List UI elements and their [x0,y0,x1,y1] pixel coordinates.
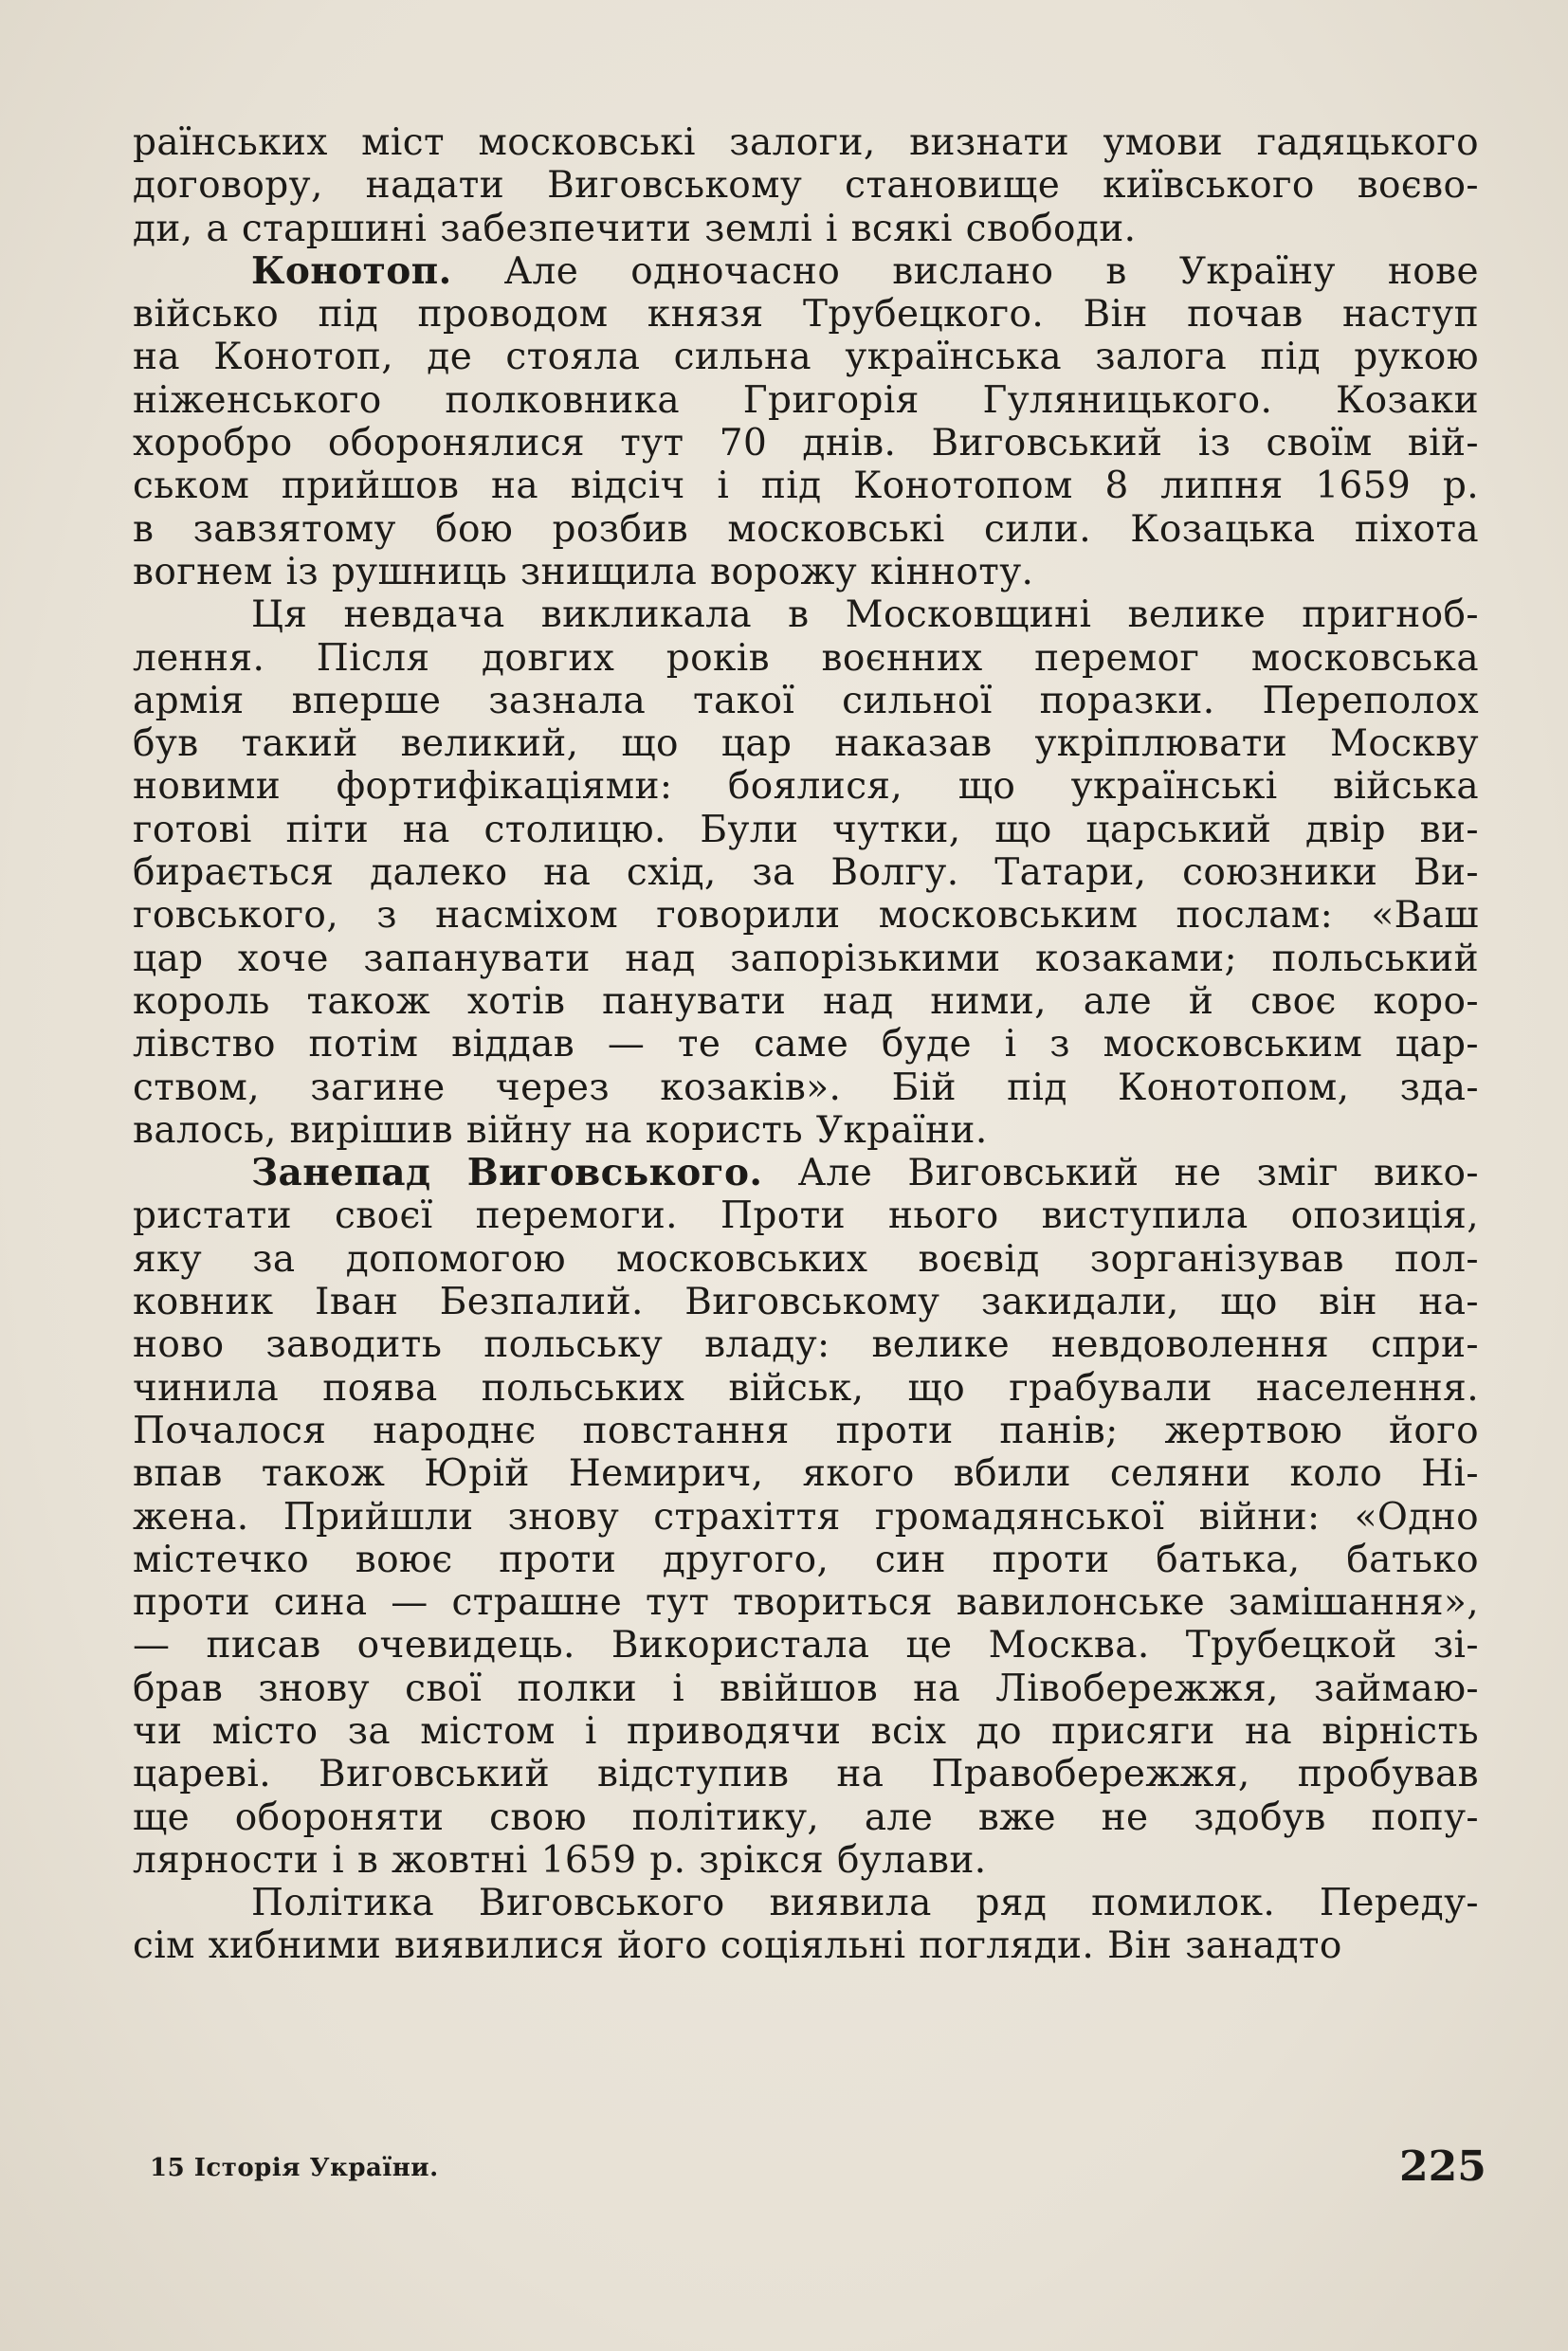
line-text: лення. Після довгих років воєнних перемог московська [133,636,1479,680]
text-line [133,593,1479,636]
text-line [133,1023,1479,1066]
line-text: говського, з насміхом говорили московським послам: «Ваш [133,894,1479,938]
section-heading: Занепад Виговського. [251,1151,763,1195]
text-line [133,293,1479,336]
text-line [133,508,1479,551]
line-text: Але Виговський не зміг вико- [762,1152,1479,1195]
line-text: містечко воює проти другого, син проти батька, батько [133,1538,1479,1581]
line-text: проти сина — страшне тут твориться вавилонське замішання», [133,1581,1479,1625]
text-line [133,809,1479,851]
line-text: лярности і в жовтні 1659 р. зрікся булави. [133,1838,987,1882]
text-line [133,765,1479,808]
text-line [133,722,1479,765]
text-line [133,379,1479,422]
text-line [133,1323,1479,1366]
line-text: був такий великий, що цар наказав укріплювати Москву [133,722,1479,766]
line-text: готові піти на столицю. Були чутки, що царський двір ви- [133,808,1479,851]
section-heading: Конотоп. [251,248,452,293]
text-line [133,637,1479,680]
text-line [133,680,1479,722]
text-line [133,1710,1479,1753]
text-line [133,250,1479,293]
text-line [133,1624,1479,1667]
line-text: вогнем із рушниць знищила ворожу кінноту. [133,550,1034,593]
line-text: чинила поява польських військ, що грабували населення. [133,1366,1479,1410]
line-text: договору, надати Виговському становище київського воєво- [133,164,1479,208]
text-line [133,1839,1479,1882]
text-line [133,1152,1479,1194]
line-text: Почалося народнє повстання проти панів; жертвою його [133,1409,1479,1452]
line-text: бирається далеко на схід, за Волгу. Татари, союзники Ви- [133,851,1479,895]
text-line [133,1410,1479,1452]
line-text: ськом прийшов на відсіч і під Конотопом 8 липня 1659 р. [133,465,1479,508]
paragraph [133,1882,1479,1968]
line-text: раїнських міст московські залоги, визнати умови гадяцького [133,121,1479,164]
text-line [133,938,1479,980]
line-text: хоробро оборонялися тут 70 днів. Виговський із своїм вій- [133,422,1479,465]
text-line [133,1882,1479,1924]
text-line [133,164,1479,207]
line-text: ди, а старшині забезпечити землі і всякі свободи. [133,207,1137,250]
text-line [133,1194,1479,1237]
line-text: жена. Прийшли знову страхіття громадянської війни: «Одно [133,1495,1479,1539]
line-text: Але одночасно вислано в Україну нове [451,249,1479,293]
text-line [133,851,1479,894]
line-text: — писав очевидець. Використала це Москва. Трубецкой зі- [133,1624,1479,1668]
line-text: ковник Іван Безпалий. Виговському закидали, що він на- [133,1281,1479,1324]
line-text: лівство потім віддав — те саме буде і з московським цар- [133,1023,1479,1066]
line-text: чи місто за містом і приводячи всіх до присяги на вірність [133,1709,1479,1753]
printer-signature: 15 Історія України. [150,2154,439,2182]
text-line [133,336,1479,378]
page-number: 225 [1399,2142,1486,2191]
line-text: ще обороняти свою політику, але вже не здобув попу- [133,1795,1479,1839]
text-line [133,422,1479,465]
text-line [133,980,1479,1023]
line-text: впав також Юрій Немирич, якого вбили селяни коло Ні- [133,1452,1479,1496]
text-line [133,1796,1479,1839]
line-text: валось, вирішив війну на користь України. [133,1108,988,1152]
line-text: цар хоче запанувати над запорізькими козаками; польський [133,937,1479,980]
text-line [133,894,1479,937]
text-line [133,1581,1479,1624]
text-line [133,465,1479,507]
text-line [133,1452,1479,1495]
line-text: цареві. Виговський відступив на Правобережжя, пробував [133,1753,1479,1796]
line-text: сім хибними виявилися його соціяльні погляди. Він занадто [133,1924,1342,1968]
line-text: король також хотів панувати над ними, але й своє коро- [133,979,1479,1023]
line-text: на Конотоп, де стояла сильна українська залога під рукою [133,336,1479,379]
line-text: яку за допомогою московських воєвід зорганізував пол- [133,1237,1479,1281]
text-line [133,1066,1479,1109]
paragraph [133,1152,1479,1882]
text-line [133,1753,1479,1795]
paragraph [133,121,1479,250]
line-text: ством, загине через козаків». Бій під Конотопом, зда- [133,1066,1479,1109]
text-line [133,1367,1479,1410]
line-text: новими фортифікаціями: боялися, що українські війська [133,765,1479,809]
paragraph [133,593,1479,1152]
paragraph [133,250,1479,593]
text-line [133,1539,1479,1581]
line-text: ристати своєї перемоги. Проти нього виступила опозиція, [133,1194,1479,1238]
text-line [133,208,1479,250]
line-text: армія вперше зазнала такої сильної поразки. Переполох [133,679,1479,722]
text-line [133,1496,1479,1539]
page-footer [0,2142,1568,2199]
line-text: ніженського полковника Григорія Гуляницького. Козаки [133,378,1479,422]
text-line [133,1281,1479,1323]
body-text [133,121,1479,1968]
line-text: брав знову свої полки і ввійшов на Лівобережжя, займаю- [133,1667,1479,1710]
text-line [133,1238,1479,1281]
text-line [133,1924,1479,1967]
line-text: ново заводить польську владу: велике невдоволення спри- [133,1323,1479,1367]
text-line [133,1668,1479,1710]
line-text: Політика Виговського виявила ряд помилок. Переду- [251,1882,1479,1925]
line-text: Ця невдача викликала в Московщині велике пригноб- [251,593,1479,637]
text-line [133,121,1479,164]
line-text: в завзятому бою розбив московські сили. Козацька піхота [133,507,1479,551]
text-line [133,551,1479,593]
text-line [133,1109,1479,1152]
line-text: військо під проводом князя Трубецкого. Він почав наступ [133,293,1479,337]
